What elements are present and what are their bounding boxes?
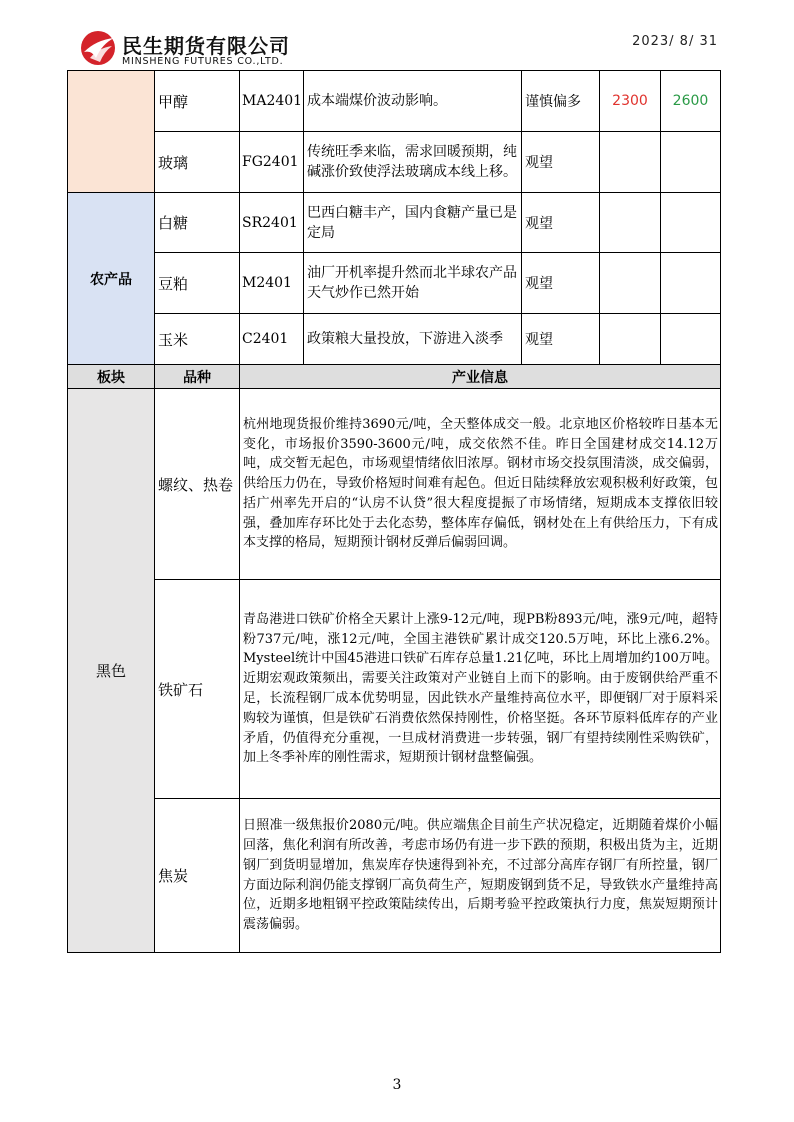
stance: 观望 [522,132,600,193]
sector-cell-energy [68,71,155,193]
price-high [661,314,721,365]
industry-info: 杭州地现货报价维持3690元/吨，全天整体成交一般。北京地区价格较昨日基本无变化，市场报价3590-3600元/吨，成交依然不佳。昨日全国建材成交14.12万吨，成交暂无起色，市场观望情绪依旧浓厚。钢材市场交投氛围清淡，成交偏弱，供给压力仍在，导致价格短时间难有起色。但近日陆续释放宏观积极利好政策，包括广州率先开启的“认房不认贷”很大程度提振了市场情绪，短期成本支撑依旧较强，叠加库存环比处于去化态势，整体库存偏低，钢材处在上有供给压力，下有成本支撑的格局，短期预计钢材反弹后偏弱回调。 [240,389,721,580]
table-row [68,71,721,132]
minsheng-logo-icon [78,28,118,68]
commodity-name: 玉米 [155,314,240,365]
price-low [600,193,661,253]
header-variety: 品种 [155,365,240,389]
price-low: 2300 [600,71,661,132]
price-high [661,193,721,253]
commodity-description: 巴西白糖丰产，国内食糖产量已是定局 [304,193,522,253]
page-number: 3 [392,1077,402,1093]
variety-name: 铁矿石 [155,580,240,799]
table-row [68,580,721,799]
sector-agri: 农产品 [68,193,155,365]
table-row [68,253,721,314]
contract-code: FG2401 [240,132,304,193]
price-high [661,132,721,193]
header-sector: 板块 [68,365,155,389]
commodity-description: 政策粮大量投放，下游进入淡季 [304,314,522,365]
company-name-en: MINSHENG FUTURES CO.,LTD. [122,56,284,67]
commodity-description: 成本端煤价波动影响。 [304,71,522,132]
price-low [600,253,661,314]
industry-info: 青岛港进口铁矿价格全天累计上涨9-12元/吨，现PB粉893元/吨，涨9元/吨，超特粉737元/吨，涨12元/吨，全国主港铁矿累计成交120.5万吨，环比上涨6.2%。Mysteel统计中国45港进口铁矿石库存总量1.21亿吨，环比上周增加约100万吨。近期宏观政策频出，需要关注政策对产业链自上而下的影响。由于废钢供给严重不足，长流程钢厂成本优势明显，因此铁水产量维持高位水平，即便钢厂对于原料采购较为谨慎，但是铁矿石消费依然保持刚性，价格坚挺。各环节原料低库存的产业矛盾，仍值得充分重视，一旦成材消费进一步转强，钢厂有望持续刚性采购铁矿，加上冬季补库的刚性需求，短期预计钢材盘整偏强。 [240,580,721,799]
contract-code: M2401 [240,253,304,314]
stance: 谨慎偏多 [522,71,600,132]
table-header-row [68,365,721,389]
price-low [600,132,661,193]
report-date: 2023/ 8/ 31 [632,34,718,49]
commodity-name: 玻璃 [155,132,240,193]
commodity-name: 白糖 [155,193,240,253]
company-name-cn: 民生期货有限公司 [122,34,290,58]
industry-info: 日照准一级焦报价2080元/吨。供应端焦企目前生产状况稳定，近期随着煤价小幅回落，焦化利润有所改善，考虑市场仍有进一步下跌的预期，积极出货为主，近期钢厂到货明显增加，焦炭库存快速得到补充，不过部分高库存钢厂有所控量，钢厂方面边际利润仍能支撑钢厂高负荷生产，短期废钢到货不足，导致铁水产量维持高位，近期多地粗钢平控政策陆续传出，后期考验平控政策执行力度，焦炭短期预计震荡偏弱。 [240,799,721,953]
commodity-description: 油厂开机率提升然而北半球农产品天气炒作已然开始 [304,253,522,314]
sector-black: 黑色 [68,389,155,953]
variety-name: 焦炭 [155,799,240,953]
commodity-name: 甲醇 [155,71,240,132]
commodity-description: 传统旺季来临，需求回暖预期，纯碱涨价致使浮法玻璃成本线上移。 [304,132,522,193]
table-row [68,314,721,365]
price-high [661,253,721,314]
table-row [68,799,721,953]
stance: 观望 [522,193,600,253]
contract-code: SR2401 [240,193,304,253]
contract-code: MA2401 [240,71,304,132]
table-row [68,132,721,193]
commodity-name: 豆粕 [155,253,240,314]
variety-name: 螺纹、热卷 [155,389,240,580]
commodity-table [67,70,721,953]
stance: 观望 [522,253,600,314]
contract-code: C2401 [240,314,304,365]
table-row [68,389,721,580]
table-row [68,193,721,253]
price-low [600,314,661,365]
page-header [0,0,794,70]
price-high: 2600 [661,71,721,132]
header-industry-info: 产业信息 [240,365,721,389]
stance: 观望 [522,314,600,365]
